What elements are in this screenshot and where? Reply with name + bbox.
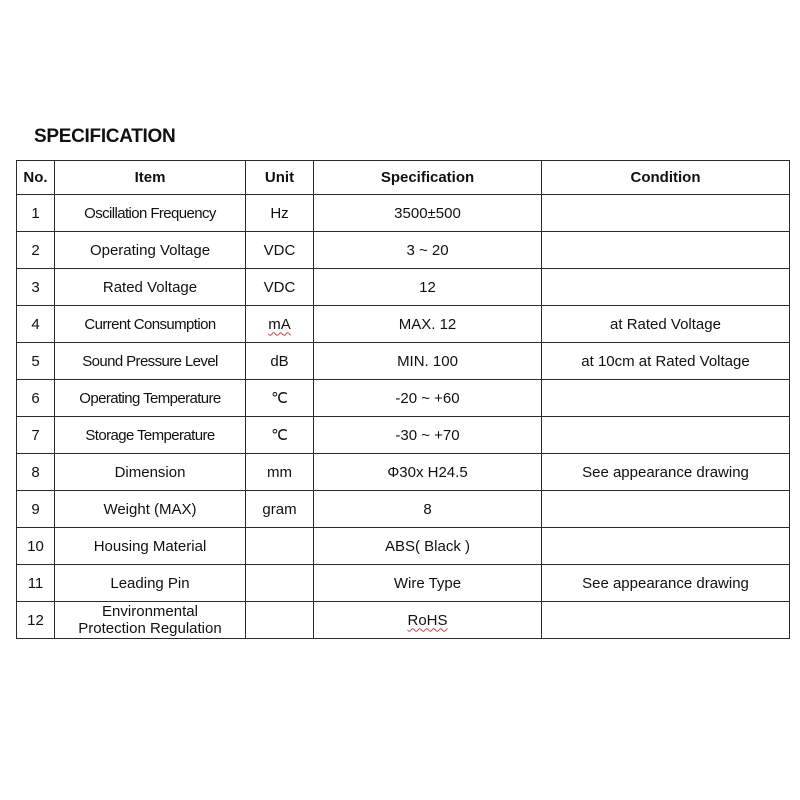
condition-cell: at 10cm at Rated Voltage [542,343,790,380]
item-line-1: Environmental [102,603,198,620]
table-row [17,565,790,602]
item-cell: Dimension [55,454,246,491]
unit-cell [246,602,314,639]
row-number: 12 [17,602,55,639]
table-row [17,269,790,306]
header-no: No. [17,161,55,195]
row-number: 6 [17,380,55,417]
condition-cell [542,380,790,417]
unit-cell [246,306,314,343]
unit-cell [246,528,314,565]
unit-cell: dB [246,343,314,380]
unit-cell: mm [246,454,314,491]
header-unit: Unit [246,161,314,195]
table-row [17,528,790,565]
table-row [17,380,790,417]
spec-cell: -30 ~ +70 [314,417,542,454]
condition-cell [542,195,790,232]
condition-cell [542,491,790,528]
unit-cell: ℃ [246,380,314,417]
table-row [17,417,790,454]
spec-text: RoHS [407,611,448,629]
table-row [17,343,790,380]
spec-cell: 3 ~ 20 [314,232,542,269]
row-number: 9 [17,491,55,528]
condition-cell: at Rated Voltage [542,306,790,343]
header-item: Item [55,161,246,195]
item-cell: Leading Pin [55,565,246,602]
row-number: 10 [17,528,55,565]
condition-cell [542,269,790,306]
spec-cell: Wire Type [314,565,542,602]
item-line-2: Protection Regulation [78,620,222,637]
unit-cell: VDC [246,269,314,306]
table-row [17,195,790,232]
item-cell: Rated Voltage [55,269,246,306]
item-cell: Housing Material [55,528,246,565]
spec-cell: 8 [314,491,542,528]
spec-cell [314,602,542,639]
condition-cell [542,602,790,639]
item-cell: Operating Temperature [55,380,246,417]
table-row [17,306,790,343]
condition-cell [542,232,790,269]
item-cell: Current Consumption [55,306,246,343]
row-number: 3 [17,269,55,306]
row-number: 2 [17,232,55,269]
document-title: SPECIFICATION [34,126,176,147]
spec-cell: MIN. 100 [314,343,542,380]
spec-cell: Φ30x H24.5 [314,454,542,491]
spec-cell: 3500±500 [314,195,542,232]
unit-cell: gram [246,491,314,528]
item-cell [55,602,246,639]
table-header-row [17,161,790,195]
unit-cell: VDC [246,232,314,269]
table-row [17,454,790,491]
row-number: 11 [17,565,55,602]
table-row [17,232,790,269]
row-number: 7 [17,417,55,454]
unit-cell [246,565,314,602]
item-cell: Weight (MAX) [55,491,246,528]
spec-cell: 12 [314,269,542,306]
item-cell: Storage Temperature [55,417,246,454]
condition-cell: See appearance drawing [542,454,790,491]
row-number: 5 [17,343,55,380]
spec-cell: -20 ~ +60 [314,380,542,417]
condition-cell [542,528,790,565]
table-row [17,602,790,639]
table-row [17,491,790,528]
condition-cell [542,417,790,454]
header-specification: Specification [314,161,542,195]
spec-cell: ABS( Black ) [314,528,542,565]
item-cell: Operating Voltage [55,232,246,269]
condition-cell: See appearance drawing [542,565,790,602]
spec-cell: MAX. 12 [314,306,542,343]
specification-table [16,160,790,639]
item-cell: Sound Pressure Level [55,343,246,380]
unit-text: mA [268,315,291,333]
item-cell: Oscillation Frequency [55,195,246,232]
unit-cell: Hz [246,195,314,232]
unit-cell: ℃ [246,417,314,454]
header-condition: Condition [542,161,790,195]
row-number: 4 [17,306,55,343]
row-number: 8 [17,454,55,491]
row-number: 1 [17,195,55,232]
